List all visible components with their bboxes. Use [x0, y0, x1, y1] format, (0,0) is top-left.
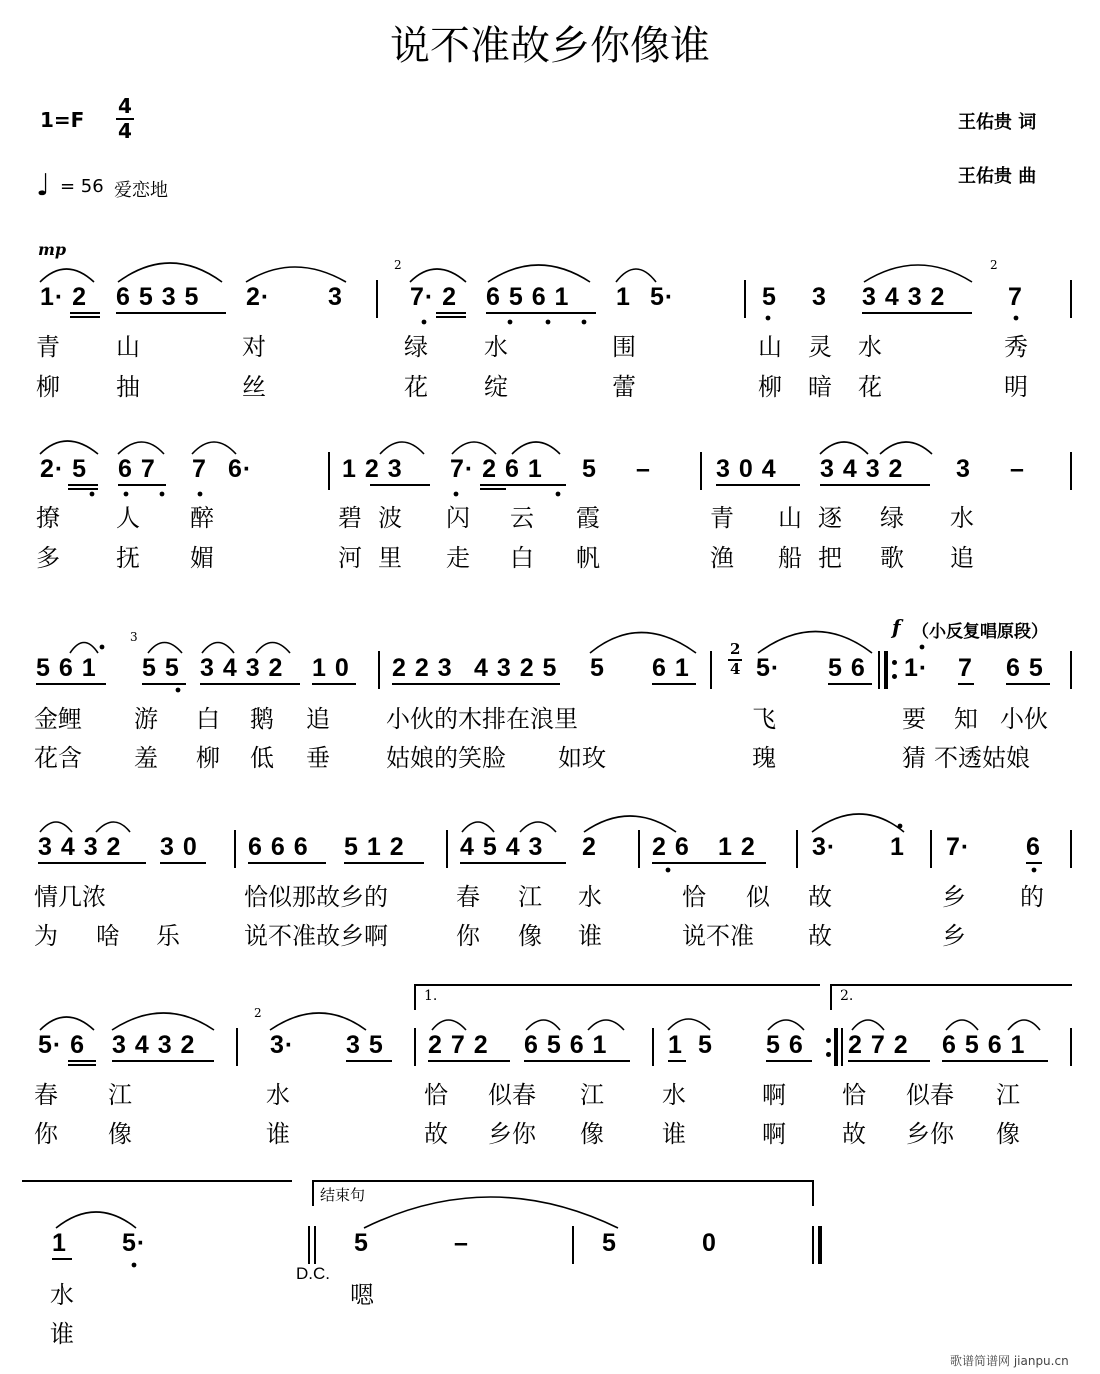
- note-group: 7: [1008, 283, 1023, 311]
- lyric: 谁: [578, 922, 602, 950]
- note-group: 7·: [946, 833, 971, 861]
- note-group: 5: [602, 1229, 617, 1257]
- lyric: 春: [456, 883, 480, 911]
- lyric: 谁: [50, 1320, 74, 1348]
- lyric: 水: [484, 333, 508, 361]
- tempo-value: = 56: [60, 176, 104, 197]
- lyric: 啥: [96, 922, 120, 950]
- repeat-dot: [892, 660, 897, 665]
- lyric: 瑰: [752, 744, 776, 772]
- bar-line: [1070, 280, 1072, 318]
- lyric: 像: [580, 1120, 604, 1148]
- note-group: 7· 2 6 1: [450, 455, 543, 483]
- lyric: 柳: [758, 373, 782, 401]
- note-group: 6 5 6 1: [486, 283, 570, 311]
- lyric: 恰: [682, 883, 706, 911]
- note-group: –: [454, 1229, 469, 1257]
- lyric: 像: [518, 922, 542, 950]
- note-group: 5 6: [766, 1031, 804, 1059]
- lyric: 霞: [576, 504, 600, 532]
- lyric: 说不准: [682, 922, 754, 950]
- lyric: 醉: [190, 504, 214, 532]
- bar-line: [572, 1226, 574, 1264]
- bar-line: [930, 830, 932, 868]
- repeat-dot: [826, 1038, 831, 1043]
- lyric: 如玫: [558, 744, 606, 772]
- lyric: 多: [36, 544, 60, 572]
- lyric: 水: [950, 504, 974, 532]
- lyric: 媚: [190, 544, 214, 572]
- lyric: 青: [710, 504, 734, 532]
- volta-bracket: [830, 984, 1072, 986]
- note-group: 1 2 3: [342, 455, 403, 483]
- lyric: 花: [404, 373, 428, 401]
- note-group: 7· 2: [410, 283, 458, 311]
- lyric: 故: [808, 883, 832, 911]
- lyric: 白: [510, 544, 534, 572]
- note-group: 2·: [246, 283, 271, 311]
- note-group: 1 0: [312, 654, 350, 682]
- lyric: 啊: [762, 1081, 786, 1109]
- lyric: 像: [108, 1120, 132, 1148]
- lyric: 像: [996, 1120, 1020, 1148]
- lyric: 乡: [942, 883, 966, 911]
- note-group: 5·: [756, 654, 781, 682]
- lyric: 为: [34, 922, 58, 950]
- note-group: 3 4 3 2: [38, 833, 122, 861]
- lyric: 金鲤: [34, 705, 82, 733]
- lyric: 低: [250, 744, 274, 772]
- lyric: 似春: [488, 1081, 536, 1109]
- lyric: 山: [758, 333, 782, 361]
- final-bar-thin: [812, 1226, 814, 1264]
- lyric: 似春: [906, 1081, 954, 1109]
- lyric: 小伙的木排在浪里: [386, 705, 578, 733]
- lyric: 乡你: [488, 1120, 536, 1148]
- lyric: 撩: [36, 504, 60, 532]
- lyric: 故: [808, 922, 832, 950]
- note-group: 3 0 4: [716, 455, 777, 483]
- lyric: 啊: [762, 1120, 786, 1148]
- lyric: 云: [510, 504, 534, 532]
- lyric: 柳: [36, 373, 60, 401]
- dynamic-forte: f: [892, 615, 901, 639]
- lyric: 蕾: [612, 373, 636, 401]
- lyric: 水: [662, 1081, 686, 1109]
- lyric: 你: [34, 1120, 58, 1148]
- volta-bracket: [830, 984, 832, 1010]
- meter-change-bottom: 4: [730, 660, 741, 678]
- lyric: 追: [950, 544, 974, 572]
- repeat-end-thin: [841, 1028, 843, 1066]
- lyric: 江: [108, 1081, 132, 1109]
- note-group: 7: [192, 455, 207, 483]
- bar-line: [652, 1028, 654, 1066]
- volta-second: 2.: [840, 988, 854, 1004]
- lyric: 故: [842, 1120, 866, 1148]
- grace-note: 2: [254, 1006, 262, 1020]
- bar-line: [710, 651, 712, 689]
- lyric: 游: [134, 705, 158, 733]
- lyric: 垂: [306, 744, 330, 772]
- lyricist-credit: 王佑贵 词: [958, 112, 1037, 133]
- time-signature-top: 4: [118, 94, 132, 118]
- ending-bracket: [312, 1180, 814, 1182]
- lyric: 抚: [116, 544, 140, 572]
- watermark: 歌谱简谱网 jianpu.cn: [950, 1354, 1069, 1368]
- grace-note: 2: [990, 258, 998, 272]
- lyric: 白: [196, 705, 220, 733]
- note-group: 6 6 6: [248, 833, 309, 861]
- lyric: 柳: [196, 744, 220, 772]
- note-group: 6 5: [1006, 654, 1044, 682]
- ending-label: 结束句: [320, 1186, 366, 1204]
- lyric: 丝: [242, 373, 266, 401]
- lyric: 不透姑娘: [934, 744, 1030, 772]
- bar-line: [700, 452, 702, 490]
- lyric: 围: [612, 333, 636, 361]
- bar-line: [1070, 452, 1072, 490]
- ending-bracket: [312, 1180, 314, 1206]
- note-group: –: [636, 455, 651, 483]
- note-group: 0: [702, 1229, 717, 1257]
- dynamic-mp: mp: [38, 240, 67, 259]
- note-group: 3 5: [346, 1031, 384, 1059]
- lyric: 水: [578, 883, 602, 911]
- repeat-end-thick: [834, 1028, 838, 1066]
- note-group: 1 2: [718, 833, 756, 861]
- lyric: 的: [1020, 883, 1044, 911]
- note-group: 6 1: [652, 654, 690, 682]
- lyric: 恰似那故乡的: [244, 883, 388, 911]
- song-title: 说不准故乡你像谁: [390, 23, 710, 69]
- note-group: 1: [890, 833, 905, 861]
- da-capo-marking: D.C.: [296, 1264, 330, 1283]
- lyric: 歌: [880, 544, 904, 572]
- lyric: 谁: [662, 1120, 686, 1148]
- bar-line: [446, 830, 448, 868]
- note-group: 6: [1026, 833, 1041, 861]
- bar-line: [744, 280, 746, 318]
- lyric: 花含: [34, 744, 82, 772]
- lyric: 春: [34, 1081, 58, 1109]
- grace-note: 2: [394, 258, 402, 272]
- lyric: 山: [778, 504, 802, 532]
- lyric: 暗: [808, 373, 832, 401]
- note-group: –: [1010, 455, 1025, 483]
- lyric: 嗯: [350, 1281, 374, 1309]
- note-group: 6·: [228, 455, 253, 483]
- lyric: 情几浓: [34, 883, 106, 911]
- quarter-note-icon: ♩: [36, 168, 51, 203]
- note-group: 2 6: [652, 833, 690, 861]
- final-bar-thick: [818, 1226, 822, 1264]
- composer-credit: 王佑贵 曲: [958, 166, 1037, 187]
- lyric: 羞: [134, 744, 158, 772]
- note-group: 3: [956, 455, 971, 483]
- lyric: 恰: [424, 1081, 448, 1109]
- lyric: 闪: [446, 504, 470, 532]
- lyric: 把: [818, 544, 842, 572]
- lyric: 鹅: [250, 705, 274, 733]
- lyric: 山: [116, 333, 140, 361]
- bar-line: [796, 830, 798, 868]
- volta-first: 1.: [424, 988, 438, 1004]
- lyric: 河: [338, 544, 362, 572]
- note-group: 3: [328, 283, 343, 311]
- lyric: 说不准故乡啊: [244, 922, 388, 950]
- lyric: 花: [858, 373, 882, 401]
- note-group: 7: [958, 654, 973, 682]
- note-group: 2 7 2: [428, 1031, 489, 1059]
- lyric: 你: [456, 922, 480, 950]
- time-signature-bottom: 4: [118, 119, 132, 143]
- note-group: 6 5 6 1: [524, 1031, 608, 1059]
- lyric: 恰: [842, 1081, 866, 1109]
- lyric: 明: [1004, 373, 1028, 401]
- lyric: 渔: [710, 544, 734, 572]
- note-group: 5 6 1: [36, 654, 97, 682]
- note-group: 2· 5: [40, 455, 88, 483]
- lyric: 水: [50, 1281, 74, 1309]
- volta-continuation: [22, 1180, 292, 1182]
- note-group: 3 4 3 2: [820, 455, 904, 483]
- note-group: 5: [590, 654, 605, 682]
- lyric: 绽: [484, 373, 508, 401]
- bar-line: [638, 830, 640, 868]
- lyric: 里: [378, 544, 402, 572]
- note-group: 1: [52, 1229, 67, 1257]
- repeat-start-thin: [878, 651, 880, 689]
- tempo-expression: 爱恋地: [114, 180, 168, 201]
- lyric: 水: [858, 333, 882, 361]
- repeat-start-thick: [884, 651, 888, 689]
- double-bar-line: [314, 1226, 316, 1264]
- volta-bracket: [414, 984, 416, 1010]
- note-group: 6 5 3 5: [116, 283, 200, 311]
- note-group: 3·: [270, 1031, 295, 1059]
- note-group: 2: [582, 833, 597, 861]
- bar-line: [328, 452, 330, 490]
- note-group: 5· 6: [38, 1031, 86, 1059]
- note-group: 1: [616, 283, 631, 311]
- note-group: 5: [582, 455, 597, 483]
- bar-line: [1070, 651, 1072, 689]
- lyric: 走: [446, 544, 470, 572]
- lyric: 人: [116, 504, 140, 532]
- note-group: 3: [812, 283, 827, 311]
- lyric: 波: [378, 504, 402, 532]
- lyric: 绿: [880, 504, 904, 532]
- bar-line: [236, 1028, 238, 1066]
- bar-line: [376, 280, 378, 318]
- note-group: 5: [354, 1229, 369, 1257]
- note-group: 4 5 4 3: [460, 833, 544, 861]
- bar-line: [378, 651, 380, 689]
- lyric: 乐: [156, 922, 180, 950]
- note-group: 5 6: [828, 654, 866, 682]
- note-group: 6 5 6 1: [942, 1031, 1026, 1059]
- note-group: 5·: [650, 283, 675, 311]
- lyric: 逐: [818, 504, 842, 532]
- double-bar-line: [308, 1226, 310, 1264]
- lyric: 知: [954, 705, 978, 733]
- note-group: 6 7: [118, 455, 156, 483]
- lyric: 故: [424, 1120, 448, 1148]
- lyric: 秀: [1004, 333, 1028, 361]
- lyric: 江: [996, 1081, 1020, 1109]
- note-group: 2 2 3: [392, 654, 453, 682]
- lyric: 对: [242, 333, 266, 361]
- lyric: 姑娘的笑脸: [386, 744, 506, 772]
- note-group: 3·: [812, 833, 837, 861]
- bar-line: [1070, 830, 1072, 868]
- lyric: 乡你: [906, 1120, 954, 1148]
- note-group: 5 1 2: [344, 833, 405, 861]
- lyric: 江: [518, 883, 542, 911]
- key-signature: 1=F: [40, 108, 85, 132]
- lyric: 谁: [266, 1120, 290, 1148]
- lyric: 要: [902, 705, 926, 733]
- note-group: 5: [762, 283, 777, 311]
- note-group: 3 0: [160, 833, 198, 861]
- meter-change-top: 2: [730, 640, 741, 658]
- lyric: 灵: [808, 333, 832, 361]
- lyric: 小伙: [1000, 705, 1048, 733]
- ending-bracket: [812, 1180, 814, 1206]
- lyric: 水: [266, 1081, 290, 1109]
- lyric: 乡: [942, 922, 966, 950]
- lyric: 飞: [752, 705, 776, 733]
- grace-note: 3: [130, 630, 138, 644]
- note-group: 5: [698, 1031, 713, 1059]
- note-group: 5·: [122, 1229, 147, 1257]
- note-group: 4 3 2 5: [474, 654, 558, 682]
- lyric: 碧: [338, 504, 362, 532]
- lyric: 青: [36, 333, 60, 361]
- lyric: 江: [580, 1081, 604, 1109]
- note-group: 5 5: [142, 654, 180, 682]
- bar-line: [414, 1028, 416, 1066]
- repeat-instruction: （小反复唱原段）: [912, 622, 1048, 642]
- lyric: 抽: [116, 373, 140, 401]
- bar-line: [234, 830, 236, 868]
- note-group: 3 4 3 2: [862, 283, 946, 311]
- repeat-dot: [826, 1052, 831, 1057]
- note-group: 1· 2: [40, 283, 88, 311]
- lyric: 绿: [404, 333, 428, 361]
- lyric: 似: [746, 883, 770, 911]
- lyric: 猜: [902, 744, 926, 772]
- note-group: 3 4 3 2: [112, 1031, 196, 1059]
- note-group: 3 4 3 2: [200, 654, 284, 682]
- bar-line: [1070, 1028, 1072, 1066]
- lyric: 帆: [576, 544, 600, 572]
- lyric: 船: [778, 544, 802, 572]
- volta-bracket: [414, 984, 820, 986]
- note-group: 1·: [904, 654, 929, 682]
- note-group: 1: [668, 1031, 683, 1059]
- repeat-dot: [892, 674, 897, 679]
- note-group: 2 7 2: [848, 1031, 909, 1059]
- lyric: 追: [306, 705, 330, 733]
